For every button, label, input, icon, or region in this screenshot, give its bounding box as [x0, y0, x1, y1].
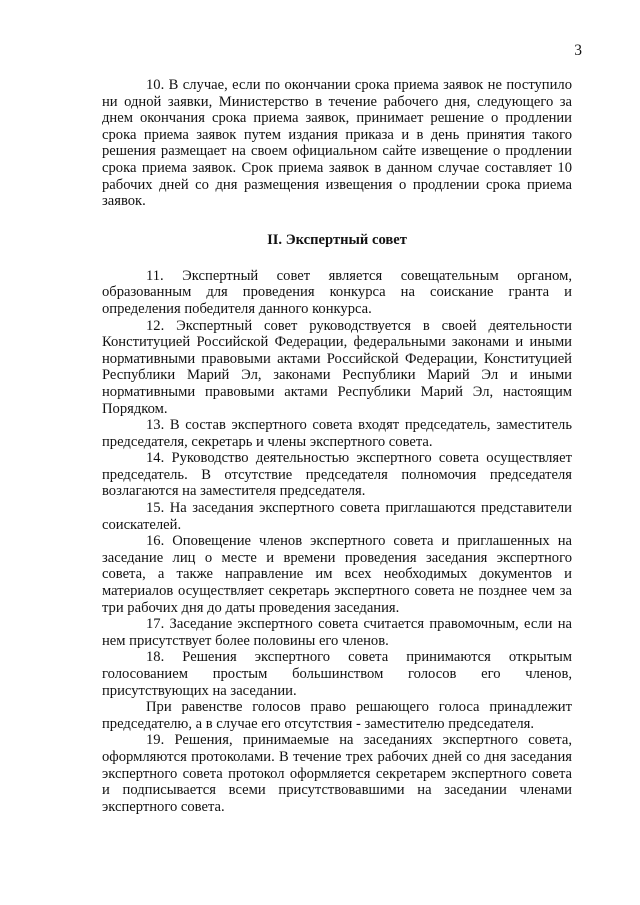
document-body [102, 77, 572, 815]
page-number: 3 [574, 42, 582, 59]
paragraph-19: 19. Решения, принимаемые на заседаниях экспертного совета, оформляются протоколами. В течение трех рабочих дней со дня заседания экспертного совета протокол оформляется секретарем экспертного совета и подписывается всеми присутствовавшими на заседании членами экспертного совета. [102, 732, 572, 815]
paragraph-16: 16. Оповещение членов экспертного совета и приглашенных на заседание лиц о месте и времени проведения заседания экспертного совета, а также направление им всех необходимых документов и материалов осуществляет секретарь экспертного совета не позднее чем за три рабочих дня до даты проведения заседания. [102, 533, 572, 616]
paragraph-13: 13. В состав экспертного совета входят председатель, заместитель председателя, секретарь и члены экспертного совета. [102, 417, 572, 450]
paragraph-10: 10. В случае, если по окончании срока приема заявок не поступило ни одной заявки, Министерство в течение рабочего дня, следующего за днем окончания срока приема заявок, принимает решение о продлении срока приема заявок путем издания приказа и в день принятия такого решения размещает на своем официальном сайте извещение о продлении срока приема заявок. Срок приема заявок в данном случае составляет 10 рабочих дней со дня размещения извещения о продлении срока приема заявок. [102, 77, 572, 210]
section-title: II. Экспертный совет [267, 231, 407, 248]
paragraph-18: 18. Решения экспертного совета принимаются открытым голосованием простым большинством голосов его членов, присутствующих на заседании. [102, 649, 572, 699]
paragraph-14: 14. Руководство деятельностью экспертного совета осуществляет председатель. В отсутствие председателя полномочия председателя возлагаются на заместителя председателя. [102, 450, 572, 500]
paragraph-17: 17. Заседание экспертного совета считается правомочным, если на нем присутствует более половины его членов. [102, 616, 572, 649]
paragraph-15: 15. На заседания экспертного совета приглашаются представители соискателей. [102, 500, 572, 533]
paragraph-11: 11. Экспертный совет является совещательным органом, образованным для проведения конкурса на соискание гранта и определения победителя данного конкурса. [102, 267, 572, 317]
paragraph-18-continued: При равенстве голосов право решающего голоса принадлежит председателю, а в случае его отсутствия - заместителю председателя. [102, 699, 572, 732]
paragraph-12: 12. Экспертный совет руководствуется в своей деятельности Конституцией Российской Федерации, федеральными законами и иными нормативными правовыми актами Российской Федерации, Конституцией Республики Марий Эл, законами Республики Марий Эл и иными нормативными правовыми актами Республики Марий Эл, настоящим Порядком. [102, 317, 572, 417]
